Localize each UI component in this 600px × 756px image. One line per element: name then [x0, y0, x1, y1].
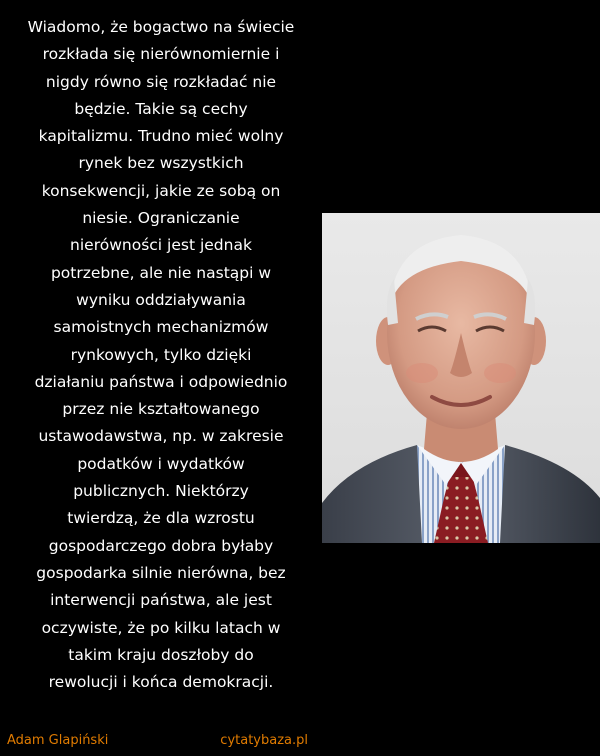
quote-line: nigdy równo się rozkładać nie [45, 72, 277, 91]
quote-line: Wiadomo, że bogactwo na świecie [27, 18, 295, 36]
quote-line: potrzebne, ale nie nastąpi w [50, 263, 272, 282]
quote-line: samoistnych mechanizmów [53, 318, 269, 337]
quote-line: działaniu państwa i odpowiednio [34, 372, 288, 391]
quote-line: twierdzą, że dla wzrostu [67, 509, 255, 528]
quote-line: rozkłada się nierównomiernie i [42, 45, 280, 64]
quote-line: rewolucji i końca demokracji. [48, 673, 274, 692]
author-portrait [322, 213, 600, 543]
portrait-illustration [322, 213, 600, 543]
quote-line: interwencji państwa, ale jest [50, 591, 272, 610]
author-name-link[interactable]: Adam Glapiński [7, 733, 109, 748]
quote-line: gospodarka silnie nierówna, bez [36, 563, 286, 582]
quote-line: publicznych. Niektórzy [73, 482, 249, 501]
quote-line: takim kraju doszłoby do [68, 645, 254, 664]
quote-line: podatków i wydatków [77, 454, 245, 473]
quote-line: rynek bez wszystkich [78, 154, 244, 173]
quote-line: przez nie kształtowanego [62, 400, 260, 419]
quote-line: oczywiste, że po kilku latach w [41, 618, 281, 637]
quote-text [0, 14, 322, 696]
quote-line: będzie. Takie są cechy [74, 99, 248, 118]
quote-line: konsekwencji, jakie ze sobą on [41, 181, 281, 200]
quote-line: niesie. Ograniczanie [82, 209, 240, 228]
quote-line: kapitalizmu. Trudno mieć wolny [38, 127, 284, 146]
quote-line: rynkowych, tylko dzięki [70, 345, 252, 364]
quote-line: gospodarczego dobra byłaby [48, 536, 274, 555]
quote-line: wyniku oddziaływania [76, 290, 246, 309]
quote-line: nierówności jest jednak [70, 236, 252, 255]
quote-line: ustawodawstwa, np. w zakresie [38, 427, 284, 446]
footer [0, 733, 600, 753]
site-link[interactable]: cytatybaza.pl [220, 733, 308, 748]
